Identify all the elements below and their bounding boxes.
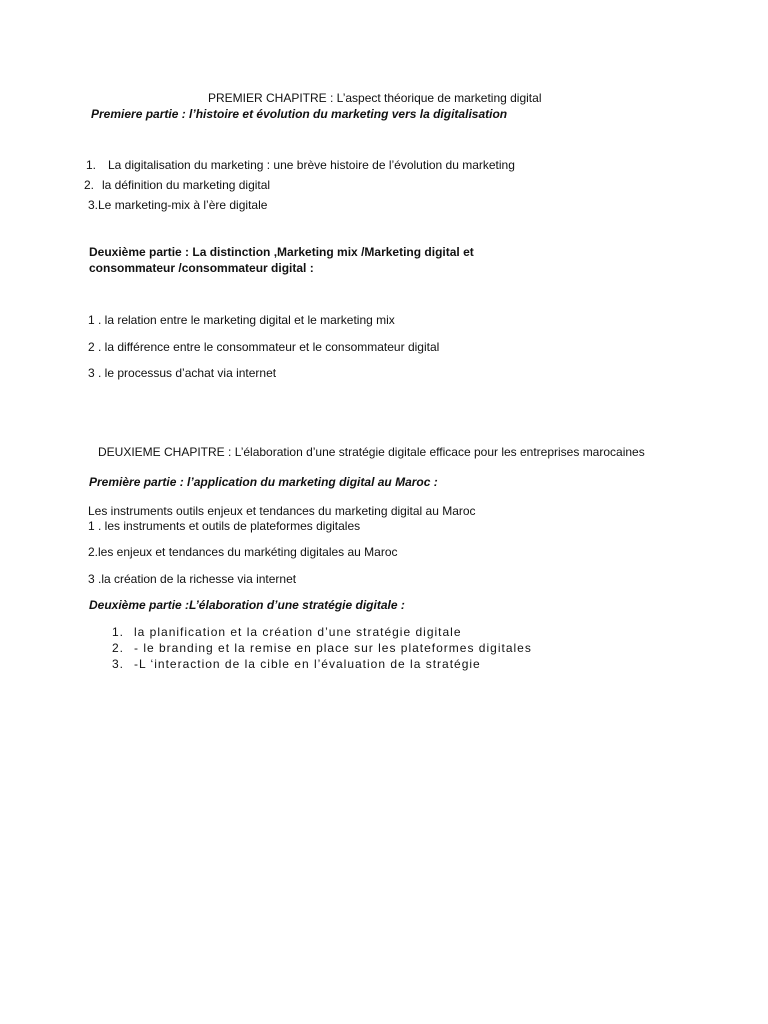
chapter1-part2-heading-line2: consommateur /consommateur digital : [89, 261, 314, 275]
list-item-text: -L ‘interaction de la cible en l’évaluation de la stratégie [134, 657, 481, 671]
list-item: 3 . le processus d’achat via internet [88, 366, 277, 380]
list-item-text: la définition du marketing digital [102, 178, 271, 192]
list-item-number: 2. [84, 178, 95, 192]
list-item-number: 3. [112, 657, 125, 671]
list-item: 2.les enjeux et tendances du markéting digitales au Maroc [88, 545, 398, 559]
list-item-text: 3.Le marketing-mix à l’ère digitale [88, 198, 268, 212]
list-item [112, 641, 532, 656]
list-item [88, 198, 267, 213]
chapter2-part1-heading: Première partie : l’application du marketing digital au Maroc : [89, 475, 438, 489]
list-item: 3 .la création de la richesse via internet [88, 572, 297, 586]
list-item-number: 1. [112, 625, 125, 639]
list-item-text: la planification et la création d’une stratégie digitale [134, 625, 462, 639]
list-item [86, 158, 515, 173]
list-item-number: 2. [112, 641, 125, 655]
chapter2-part1-intro: Les instruments outils enjeux et tendances du marketing digital au Maroc [88, 504, 476, 518]
chapter1-part2-heading-line1: Deuxième partie : La distinction ,Marketing mix /Marketing digital et [89, 245, 474, 259]
list-item: 1 . la relation entre le marketing digital et le marketing mix [88, 313, 395, 327]
chapter2-title: DEUXIEME CHAPITRE : L’élaboration d’une stratégie digitale efficace pour les entreprises marocaines [98, 445, 645, 459]
chapter2-part2-heading: Deuxième partie :L’élaboration d’une stratégie digitale : [89, 598, 405, 612]
list-item-number: 1. [86, 158, 97, 172]
list-item [112, 657, 481, 672]
chapter1-part1-heading: Premiere partie : l’histoire et évolution du marketing vers la digitalisation [91, 107, 508, 121]
list-item: 1 . les instruments et outils de plateformes digitales [88, 519, 361, 533]
list-item-text: - le branding et la remise en place sur les plateformes digitales [134, 641, 532, 655]
list-item [112, 625, 462, 640]
list-item: 2 . la différence entre le consommateur et le consommateur digital [88, 340, 440, 354]
chapter1-title: PREMIER CHAPITRE : L’aspect théorique de marketing digital [208, 91, 542, 105]
list-item [84, 178, 270, 193]
list-item-text: La digitalisation du marketing : une brève histoire de l’évolution du marketing [108, 158, 515, 172]
